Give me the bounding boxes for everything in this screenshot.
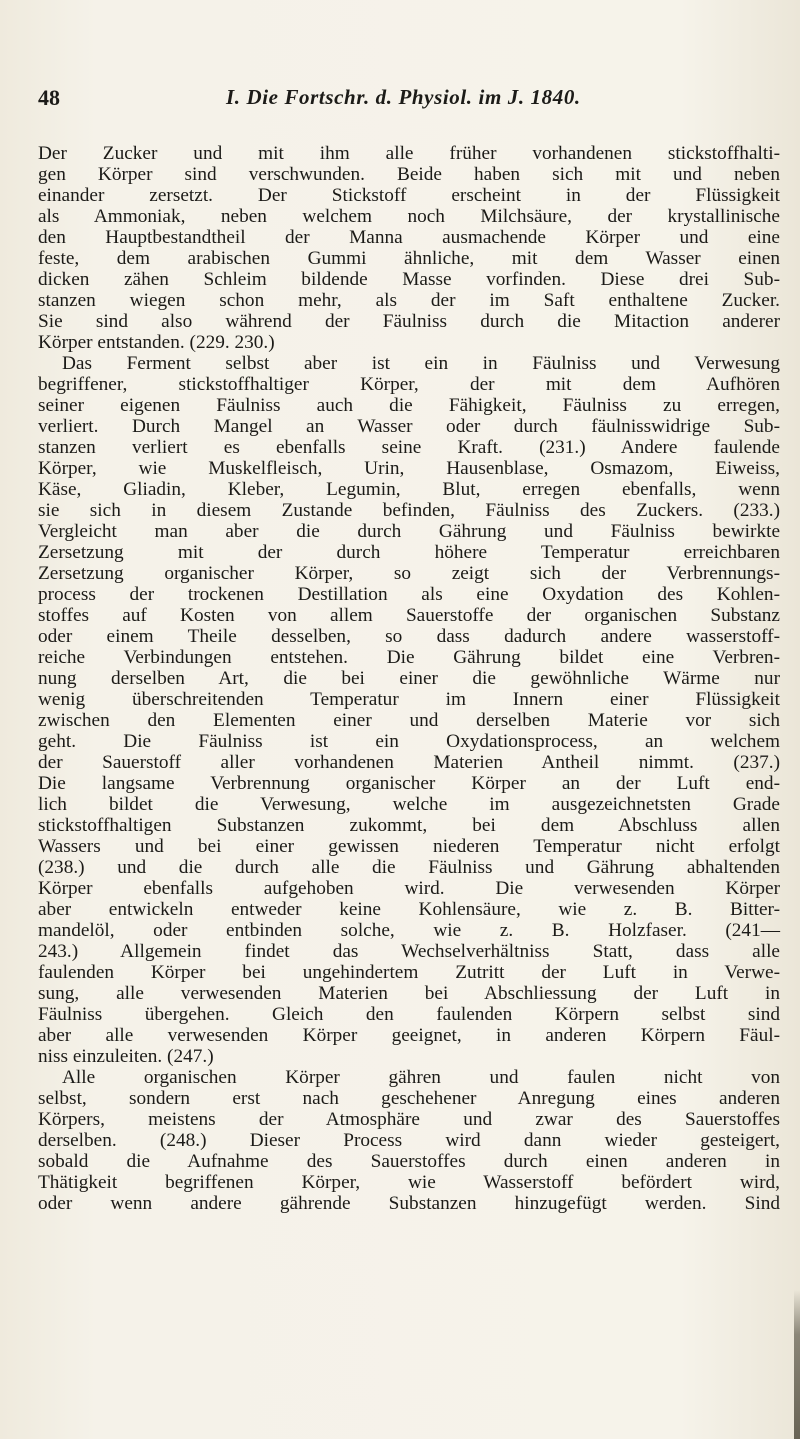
text-line: faulenden Körper bei ungehindertem Zutritt der Luft in Verwe-	[38, 962, 780, 983]
text-line: Körper ebenfalls aufgehoben wird. Die verwesenden Körper	[38, 878, 780, 899]
running-header	[38, 85, 758, 111]
text-line: oder einem Theile desselben, so dass dadurch andere wasserstoff-	[38, 626, 780, 647]
text-line: oder wenn andere gährende Substanzen hinzugefügt werden. Sind	[38, 1193, 780, 1214]
text-line: dicken zähen Schleim bildende Masse vorfinden. Diese drei Sub-	[38, 269, 780, 290]
text-line: Körper, wie Muskelfleisch, Urin, Hausenblase, Osmazom, Eiweiss,	[38, 458, 780, 479]
text-line: zwischen den Elementen einer und derselben Materie vor sich	[38, 710, 780, 731]
text-line: gen Körper sind verschwunden. Beide haben sich mit und neben	[38, 164, 780, 185]
text-line: Vergleicht man aber die durch Gährung und Fäulniss bewirkte	[38, 521, 780, 542]
text-line: process der trockenen Destillation als eine Oxydation des Kohlen-	[38, 584, 780, 605]
text-line: derselben. (248.) Dieser Process wird dann wieder gesteigert,	[38, 1130, 780, 1151]
paragraph-start-line: Das Ferment selbst aber ist ein in Fäulniss und Verwesung	[62, 353, 780, 374]
text-line: selbst, sondern erst nach geschehener Anregung eines anderen	[38, 1088, 780, 1109]
text-line: verliert. Durch Mangel an Wasser oder durch fäulnisswidrige Sub-	[38, 416, 780, 437]
text-line: aber entwickeln entweder keine Kohlensäure, wie z. B. Bitter-	[38, 899, 780, 920]
text-line: Zersetzung mit der durch höhere Temperatur erreichbaren	[38, 542, 780, 563]
text-line: stanzen verliert es ebenfalls seine Kraft. (231.) Andere faulende	[38, 437, 780, 458]
paragraph-start-line: Alle organischen Körper gähren und faulen nicht von	[62, 1067, 780, 1088]
text-line: stickstoffhaltigen Substanzen zukommt, bei dem Abschluss allen	[38, 815, 780, 836]
text-line: seiner eigenen Fäulniss auch die Fähigkeit, Fäulniss zu erregen,	[38, 395, 780, 416]
text-line: Zersetzung organischer Körper, so zeigt sich der Verbrennungs-	[38, 563, 780, 584]
text-line: Sie sind also während der Fäulniss durch die Mitaction anderer	[38, 311, 780, 332]
text-line: niss einzuleiten. (247.)	[38, 1046, 214, 1067]
text-line: feste, dem arabischen Gummi ähnliche, mit dem Wasser einen	[38, 248, 780, 269]
text-line: aber alle verwesenden Körper geeignet, in anderen Körpern Fäul-	[38, 1025, 780, 1046]
text-line: den Hauptbestandtheil der Manna ausmachende Körper und eine	[38, 227, 780, 248]
text-line: Fäulniss übergehen. Gleich den faulenden Körpern selbst sind	[38, 1004, 780, 1025]
text-line: 243.) Allgemein findet das Wechselverhältniss Statt, dass alle	[38, 941, 780, 962]
text-line: sie sich in diesem Zustande befinden, Fäulniss des Zuckers. (233.)	[38, 500, 780, 521]
text-line: sobald die Aufnahme des Sauerstoffes durch einen anderen in	[38, 1151, 780, 1172]
text-line: stanzen wiegen schon mehr, als der im Saft enthaltene Zucker.	[38, 290, 780, 311]
text-line: der Sauerstoff aller vorhandenen Materien Antheil nimmt. (237.)	[38, 752, 780, 773]
body-text	[38, 143, 780, 1214]
running-title: I. Die Fortschr. d. Physiol. im J. 1840.	[226, 85, 581, 109]
text-line: geht. Die Fäulniss ist ein Oxydationsprocess, an welchem	[38, 731, 780, 752]
text-line: lich bildet die Verwesung, welche im ausgezeichnetsten Grade	[38, 794, 780, 815]
text-line: mandelöl, oder entbinden solche, wie z. B. Holzfaser. (241—	[38, 920, 780, 941]
text-line: Käse, Gliadin, Kleber, Legumin, Blut, erregen ebenfalls, wenn	[38, 479, 780, 500]
text-line: Der Zucker und mit ihm alle früher vorhandenen stickstoffhalti-	[38, 143, 780, 164]
text-line: Thätigkeit begriffenen Körper, wie Wasserstoff befördert wird,	[38, 1172, 780, 1193]
text-line: wenig überschreitenden Temperatur im Innern einer Flüssigkeit	[38, 689, 780, 710]
text-line: Körper entstanden. (229. 230.)	[38, 332, 275, 353]
page-number: 48	[38, 85, 60, 110]
text-line: stoffes auf Kosten von allem Sauerstoffe der organischen Substanz	[38, 605, 780, 626]
text-line: sung, alle verwesenden Materien bei Abschliessung der Luft in	[38, 983, 780, 1004]
text-line: Die langsame Verbrennung organischer Körper an der Luft end-	[38, 773, 780, 794]
binding-shadow	[794, 1290, 800, 1439]
text-line: (238.) und die durch alle die Fäulniss und Gährung abhaltenden	[38, 857, 780, 878]
text-line: Körpers, meistens der Atmosphäre und zwar des Sauerstoffes	[38, 1109, 780, 1130]
text-line: Wassers und bei einer gewissen niederen Temperatur nicht erfolgt	[38, 836, 780, 857]
text-line: als Ammoniak, neben welchem noch Milchsäure, der krystallinische	[38, 206, 780, 227]
text-line: begriffener, stickstoffhaltiger Körper, der mit dem Aufhören	[38, 374, 780, 395]
text-line: reiche Verbindungen entstehen. Die Gährung bildet eine Verbren-	[38, 647, 780, 668]
text-line: einander zersetzt. Der Stickstoff erscheint in der Flüssigkeit	[38, 185, 780, 206]
text-line: nung derselben Art, die bei einer die gewöhnliche Wärme nur	[38, 668, 780, 689]
